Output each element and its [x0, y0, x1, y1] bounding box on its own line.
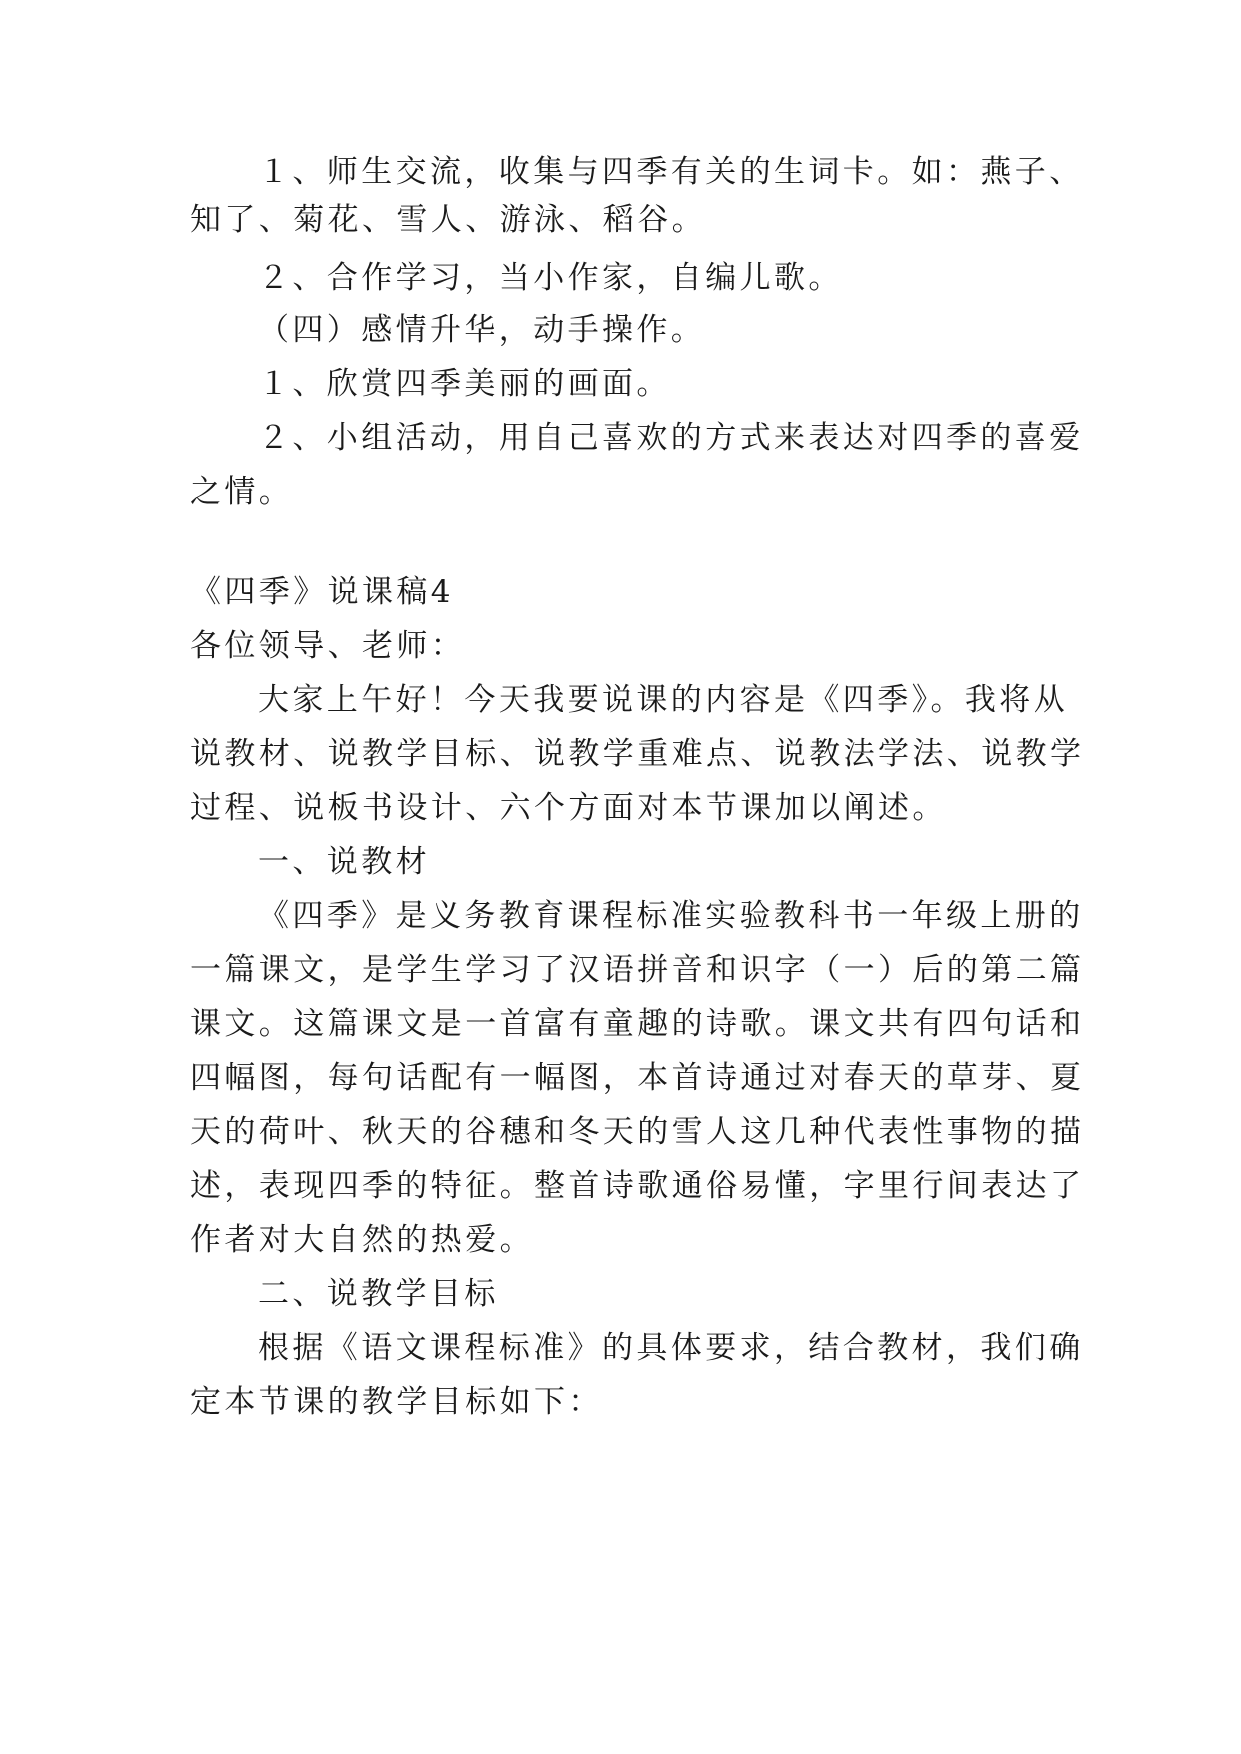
paragraph-line: ２、合作学习，当小作家，自编儿歌。 — [258, 260, 843, 296]
paragraph-line: 说教材、说教学目标、说教学重难点、说教法学法、说教学 — [190, 736, 1085, 772]
section-heading: 一、说教材 — [258, 844, 430, 880]
paragraph-line: 大家上午好！今天我要说课的内容是《四季》。我将从 — [258, 682, 1069, 718]
section-heading: （四）感情升华，动手操作。 — [258, 312, 706, 348]
section-heading: 二、说教学目标 — [258, 1276, 499, 1312]
paragraph-line: 之情。 — [190, 474, 294, 510]
paragraph-line: 知了、菊花、雪人、游泳、稻谷。 — [190, 202, 706, 238]
paragraph-line: 过程、说板书设计、六个方面对本节课加以阐述。 — [190, 790, 947, 826]
paragraph-line: １、师生交流，收集与四季有关的生词卡。如：燕子、 — [258, 154, 1084, 190]
paragraph-line: 四幅图，每句话配有一幅图，本首诗通过对春天的草芽、夏 — [190, 1060, 1085, 1096]
paragraph-line: 述，表现四季的特征。整首诗歌通俗易懂，字里行间表达了 — [190, 1168, 1085, 1204]
paragraph-line: １、欣赏四季美丽的画面。 — [258, 366, 671, 402]
paragraph-line: 课文。这篇课文是一首富有童趣的诗歌。课文共有四句话和 — [190, 1006, 1085, 1042]
paragraph-line: 根据《语文课程标准》的具体要求，结合教材，我们确 — [258, 1330, 1084, 1366]
paragraph-line: 一篇课文，是学生学习了汉语拼音和识字（一）后的第二篇 — [190, 952, 1085, 988]
paragraph-line: 《四季》是义务教育课程标准实验教科书一年级上册的 — [258, 898, 1084, 934]
paragraph-line: 作者对大自然的热爱。 — [190, 1222, 534, 1258]
greeting: 各位领导、老师： — [190, 628, 466, 664]
paragraph-line: 天的荷叶、秋天的谷穗和冬天的雪人这几种代表性事物的描 — [190, 1114, 1085, 1150]
document-title: 《四季》说课稿4 — [190, 574, 454, 610]
paragraph-line: ２、小组活动，用自己喜欢的方式来表达对四季的喜爱 — [258, 420, 1084, 456]
paragraph-line: 定本节课的教学目标如下： — [190, 1384, 603, 1420]
